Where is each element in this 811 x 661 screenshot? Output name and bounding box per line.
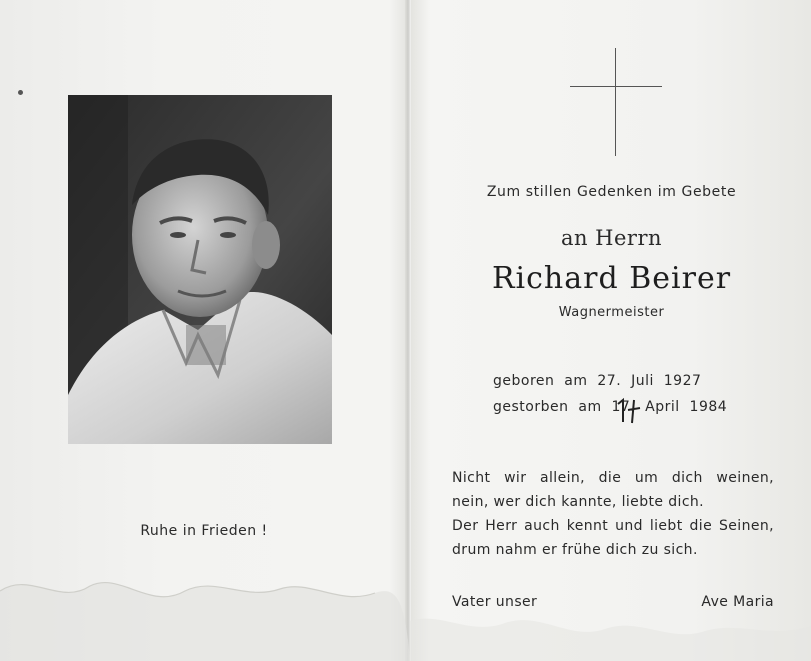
deceased-name: Richard Beirer <box>491 261 732 296</box>
poem-line: nein, wer dich kannte, liebte dich. <box>452 494 705 510</box>
poem-line: Nicht wir allein, die um dich weinen, <box>452 470 774 486</box>
poem-line: Der Herr auch kennt und liebt die Seinen, <box>452 518 774 534</box>
prayer-ave-maria: Ave Maria <box>701 594 774 610</box>
poem <box>452 466 774 562</box>
handwritten-correction <box>614 396 644 424</box>
portrait-photo <box>68 95 332 444</box>
cross-vertical-bar <box>615 48 616 156</box>
card-fold <box>405 0 411 661</box>
poem-line: drum nahm er frühe dich zu sich. <box>452 542 698 558</box>
paper-blemish <box>18 90 23 95</box>
cross-icon <box>570 48 662 156</box>
dedication-text: Zum stillen Gedenken im Gebete <box>486 184 737 200</box>
portrait-illustration <box>68 95 332 444</box>
prayer-our-father: Vater unser <box>452 594 538 610</box>
birth-date: geboren am 27. Juli 1927 <box>493 373 702 389</box>
death-date: gestorben am 17. April 1984 <box>493 399 728 415</box>
prayers-row <box>452 594 774 610</box>
occupation-text: Wagnermeister <box>558 305 665 320</box>
rest-in-peace-text: Ruhe in Frieden ! <box>140 523 268 539</box>
salutation-text: an Herrn <box>560 226 663 250</box>
cross-horizontal-bar <box>570 86 662 87</box>
